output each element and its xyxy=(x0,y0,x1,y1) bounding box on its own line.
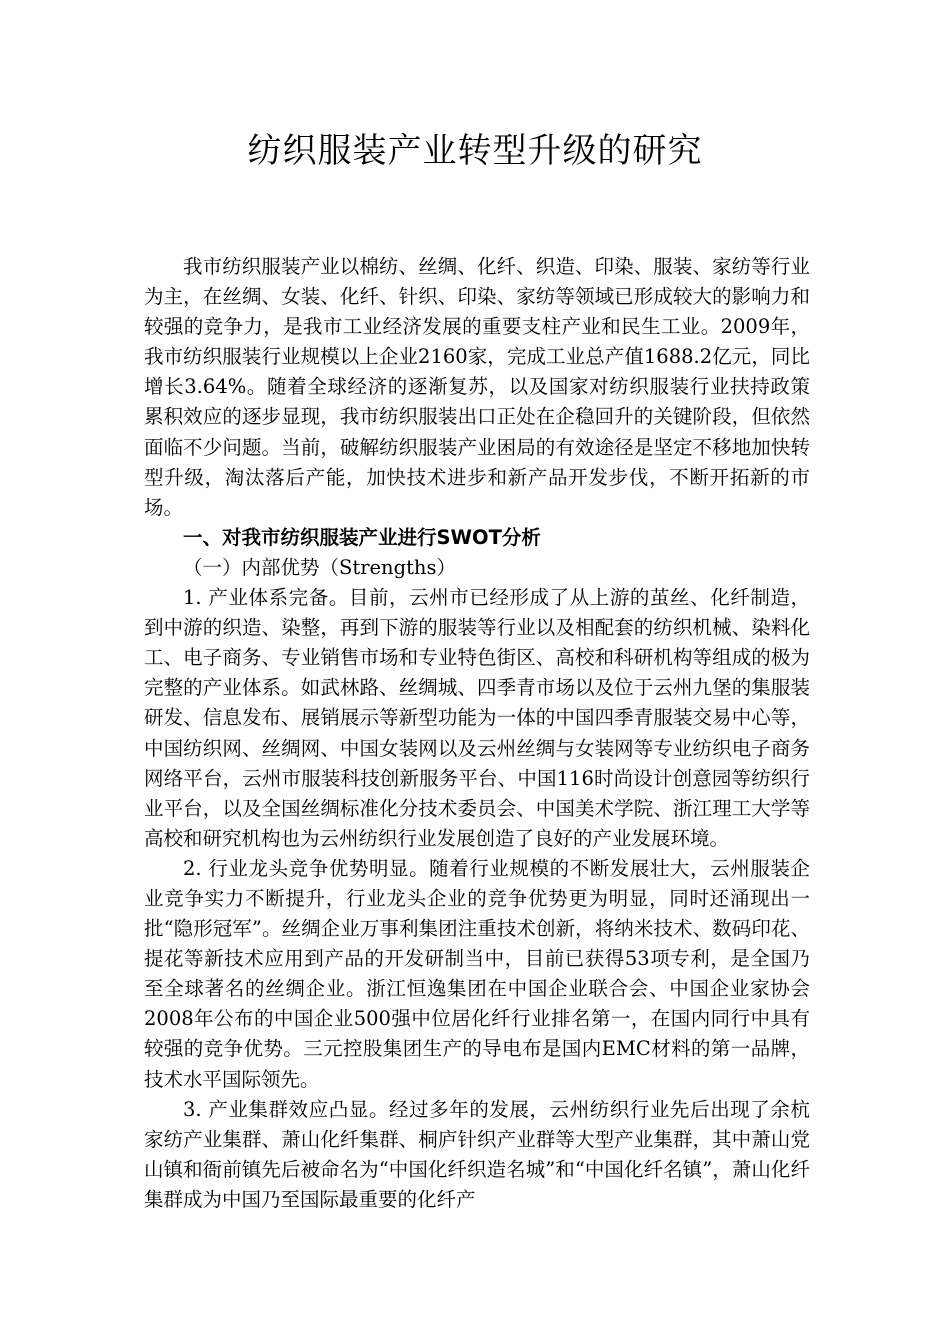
paragraph-industry-cluster: 3. 产业集群效应凸显。经过多年的发展，云州纺织行业先后出现了余杭家纺产业集群、萧山化纤集群、桐庐针织产业群等大型产业集群，其中萧山党山镇和衙前镇先后被命名为“中国化纤织造名城”和“中国化纤名镇”，萧山化纤集群成为中国乃至国际最重要的化纤产 xyxy=(144,1097,810,1211)
intro-paragraph: 我市纺织服装产业以棉纺、丝绸、化纤、织造、印染、服装、家纺等行业为主，在丝绸、女装、化纤、针织、印染、家纺等领域已形成较大的影响力和较强的竞争力，是我市工业经济发展的重要支柱产业和民生工业。2009年，我市纺织服装行业规模以上企业2160家，完成工业总产值1688.2亿元，同比增长3.64%。随着全球经济的逐渐复苏，以及国家对纺织服装行业扶持政策累积效应的逐步显现，我市纺织服装出口正处在企稳回升的关键阶段，但依然面临不少问题。当前，破解纺织服装产业困局的有效途径是坚定不移地加快转型升级，淘汰落后产能，加快技术进步和新产品开发步伐，不断开拓新的市场。 xyxy=(144,255,810,519)
document-title: 纺织服装产业转型升级的研究 xyxy=(247,131,703,171)
section-heading-swot: 一、对我市纺织服装产业进行SWOT分析 xyxy=(183,525,541,549)
paragraph-leading-enterprises: 2. 行业龙头竞争优势明显。随着行业规模的不断发展壮大，云州服装企业竞争实力不断提升，行业龙头企业的竞争优势更为明显，同时还涌现出一批“隐形冠军”。丝绸企业万事利集团注重技术创新，将纳米技术、数码印花、提花等新技术应用到产品的开发研制当中，目前已获得53项专利，是全国乃至全球著名的丝绸企业。浙江恒逸集团在中国企业联合会、中国企业家协会2008年公布的中国企业500强中位居化纤行业排名第一，在国内同行中具有较强的竞争优势。三元控股集团生产的导电布是国内EMC材料的第一品牌，技术水平国际领先。 xyxy=(144,856,810,1091)
document-body xyxy=(144,252,810,1215)
subsection-heading-strengths: （一）内部优势（Strengths） xyxy=(183,555,457,579)
paragraph-industry-system: 1. 产业体系完备。目前，云州市已经形成了从上游的茧丝、化纤制造，到中游的织造、染整，再到下游的服装等行业以及相配套的纺织机械、染料化工、电子商务、专业销售市场和专业特色街区、高校和科研机构等组成的极为完整的产业体系。如武林路、丝绸城、四季青市场以及位于云州九堡的集服装研发、信息发布、展销展示等新型功能为一体的中国四季青服装交易中心等，中国纺织网、丝绸网、中国女装网以及云州丝绸与女装网等专业纺织电子商务网络平台，云州市服装科技创新服务平台、中国116时尚设计创意园等纺织行业平台，以及全国丝绸标准化分技术委员会、中国美术学院、浙江理工大学等高校和研究机构也为云州纺织行业发展创造了良好的产业发展环境。 xyxy=(144,586,810,850)
